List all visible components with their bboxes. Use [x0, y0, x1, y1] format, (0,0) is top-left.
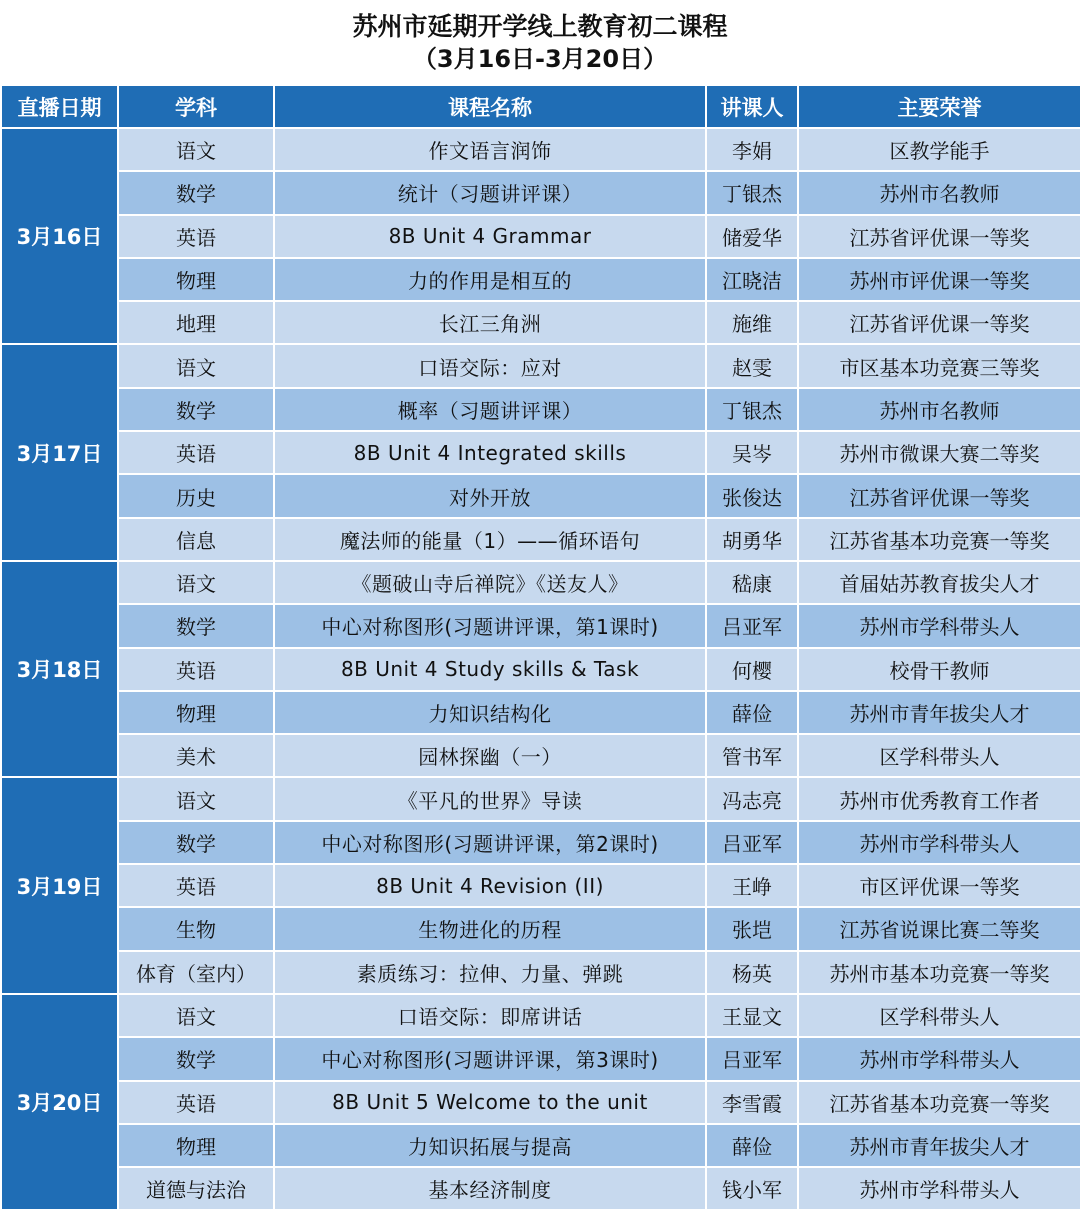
- table-row: [1, 171, 1080, 214]
- teacher-cell: 嵇康: [706, 561, 798, 604]
- table-row: [1, 734, 1080, 777]
- subject-cell: 物理: [118, 1124, 274, 1167]
- table-row: [1, 691, 1080, 734]
- course-cell: 力知识结构化: [274, 691, 706, 734]
- course-cell: 统计（习题讲评课）: [274, 171, 706, 214]
- header-teacher: 讲课人: [706, 85, 798, 128]
- subject-cell: 数学: [118, 821, 274, 864]
- course-cell: 中心对称图形(习题讲评课，第2课时): [274, 821, 706, 864]
- subject-cell: 数学: [118, 388, 274, 431]
- honor-cell: 江苏省评优课一等奖: [798, 215, 1080, 258]
- subject-cell: 英语: [118, 1081, 274, 1124]
- table-row: [1, 864, 1080, 907]
- course-cell: 长江三角洲: [274, 301, 706, 344]
- table-row: [1, 258, 1080, 301]
- honor-cell: 苏州市评优课一等奖: [798, 258, 1080, 301]
- table-row: [1, 388, 1080, 431]
- subject-cell: 数学: [118, 604, 274, 647]
- honor-cell: 苏州市优秀教育工作者: [798, 777, 1080, 820]
- subject-cell: 数学: [118, 1037, 274, 1080]
- honor-cell: 苏州市微课大赛二等奖: [798, 431, 1080, 474]
- table-row: [1, 907, 1080, 950]
- course-cell: 口语交际：即席讲话: [274, 994, 706, 1037]
- teacher-cell: 杨英: [706, 951, 798, 994]
- course-cell: 8B Unit 4 Revision (II): [274, 864, 706, 907]
- subject-cell: 英语: [118, 215, 274, 258]
- date-cell: 3月17日: [1, 344, 118, 560]
- subject-cell: 数学: [118, 171, 274, 214]
- page-subtitle: （3月16日-3月20日）: [412, 45, 668, 73]
- honor-cell: 江苏省基本功竞赛一等奖: [798, 1081, 1080, 1124]
- table-row: [1, 1037, 1080, 1080]
- date-cell: 3月20日: [1, 994, 118, 1210]
- teacher-cell: 江晓洁: [706, 258, 798, 301]
- course-cell: 魔法师的能量（1）——循环语句: [274, 518, 706, 561]
- course-cell: 素质练习：拉伸、力量、弹跳: [274, 951, 706, 994]
- course-cell: 8B Unit 5 Welcome to the unit: [274, 1081, 706, 1124]
- subject-cell: 物理: [118, 258, 274, 301]
- teacher-cell: 冯志亮: [706, 777, 798, 820]
- teacher-cell: 吴岑: [706, 431, 798, 474]
- honor-cell: 苏州市青年拔尖人才: [798, 1124, 1080, 1167]
- teacher-cell: 施维: [706, 301, 798, 344]
- teacher-cell: 王峥: [706, 864, 798, 907]
- teacher-cell: 管书军: [706, 734, 798, 777]
- date-cell: 3月18日: [1, 561, 118, 777]
- table-row: [1, 215, 1080, 258]
- teacher-cell: 丁银杰: [706, 388, 798, 431]
- honor-cell: 苏州市学科带头人: [798, 1167, 1080, 1210]
- subject-cell: 道德与法治: [118, 1167, 274, 1210]
- honor-cell: 市区评优课一等奖: [798, 864, 1080, 907]
- honor-cell: 苏州市学科带头人: [798, 1037, 1080, 1080]
- teacher-cell: 吕亚军: [706, 604, 798, 647]
- subject-cell: 英语: [118, 648, 274, 691]
- course-cell: 作文语言润饰: [274, 128, 706, 171]
- subject-cell: 语文: [118, 777, 274, 820]
- table-row: [1, 1081, 1080, 1124]
- teacher-cell: 丁银杰: [706, 171, 798, 214]
- teacher-cell: 薛俭: [706, 691, 798, 734]
- subject-cell: 语文: [118, 128, 274, 171]
- course-cell: 对外开放: [274, 474, 706, 517]
- subject-cell: 信息: [118, 518, 274, 561]
- course-cell: 《平凡的世界》导读: [274, 777, 706, 820]
- honor-cell: 苏州市学科带头人: [798, 821, 1080, 864]
- honor-cell: 校骨干教师: [798, 648, 1080, 691]
- course-cell: 中心对称图形(习题讲评课，第3课时): [274, 1037, 706, 1080]
- table-row: [1, 951, 1080, 994]
- subject-cell: 美术: [118, 734, 274, 777]
- table-row: [1, 1167, 1080, 1210]
- subject-cell: 语文: [118, 561, 274, 604]
- honor-cell: 区学科带头人: [798, 994, 1080, 1037]
- table-row: [1, 431, 1080, 474]
- teacher-cell: 钱小军: [706, 1167, 798, 1210]
- course-cell: 基本经济制度: [274, 1167, 706, 1210]
- course-cell: 《题破山寺后禅院》《送友人》: [274, 561, 706, 604]
- header-course: 课程名称: [274, 85, 706, 128]
- table-row: [1, 1124, 1080, 1167]
- course-cell: 8B Unit 4 Grammar: [274, 215, 706, 258]
- table-row: [1, 301, 1080, 344]
- honor-cell: 市区基本功竞赛三等奖: [798, 344, 1080, 387]
- page-title: 苏州市延期开学线上教育初二课程: [352, 12, 728, 41]
- page-title-block: [0, 0, 1080, 84]
- table-row: [1, 561, 1080, 604]
- date-cell: 3月19日: [1, 777, 118, 993]
- honor-cell: 江苏省评优课一等奖: [798, 474, 1080, 517]
- subject-cell: 英语: [118, 431, 274, 474]
- teacher-cell: 吕亚军: [706, 1037, 798, 1080]
- table-row: [1, 604, 1080, 647]
- teacher-cell: 张俊达: [706, 474, 798, 517]
- course-cell: 园林探幽（一）: [274, 734, 706, 777]
- subject-cell: 体育（室内）: [118, 951, 274, 994]
- teacher-cell: 赵雯: [706, 344, 798, 387]
- course-cell: 力知识拓展与提高: [274, 1124, 706, 1167]
- course-cell: 8B Unit 4 Study skills & Task: [274, 648, 706, 691]
- teacher-cell: 吕亚军: [706, 821, 798, 864]
- course-cell: 力的作用是相互的: [274, 258, 706, 301]
- table-row: [1, 344, 1080, 387]
- schedule-table: [0, 84, 1080, 1211]
- subject-cell: 生物: [118, 907, 274, 950]
- table-row: [1, 777, 1080, 820]
- table-row: [1, 994, 1080, 1037]
- honor-cell: 苏州市基本功竞赛一等奖: [798, 951, 1080, 994]
- header-honor: 主要荣誉: [798, 85, 1080, 128]
- honor-cell: 区学科带头人: [798, 734, 1080, 777]
- teacher-cell: 李雪霞: [706, 1081, 798, 1124]
- subject-cell: 物理: [118, 691, 274, 734]
- honor-cell: 苏州市学科带头人: [798, 604, 1080, 647]
- honor-cell: 苏州市青年拔尖人才: [798, 691, 1080, 734]
- course-cell: 生物进化的历程: [274, 907, 706, 950]
- table-row: [1, 128, 1080, 171]
- honor-cell: 苏州市名教师: [798, 388, 1080, 431]
- honor-cell: 江苏省评优课一等奖: [798, 301, 1080, 344]
- subject-cell: 地理: [118, 301, 274, 344]
- subject-cell: 历史: [118, 474, 274, 517]
- subject-cell: 语文: [118, 344, 274, 387]
- teacher-cell: 何樱: [706, 648, 798, 691]
- teacher-cell: 薛俭: [706, 1124, 798, 1167]
- honor-cell: 江苏省说课比赛二等奖: [798, 907, 1080, 950]
- course-cell: 中心对称图形(习题讲评课，第1课时): [274, 604, 706, 647]
- teacher-cell: 王显文: [706, 994, 798, 1037]
- teacher-cell: 胡勇华: [706, 518, 798, 561]
- date-cell: 3月16日: [1, 128, 118, 344]
- header-subject: 学科: [118, 85, 274, 128]
- honor-cell: 苏州市名教师: [798, 171, 1080, 214]
- course-cell: 口语交际：应对: [274, 344, 706, 387]
- course-cell: 概率（习题讲评课）: [274, 388, 706, 431]
- table-row: [1, 518, 1080, 561]
- header-date: 直播日期: [1, 85, 118, 128]
- table-header-row: [1, 85, 1080, 128]
- teacher-cell: 张垲: [706, 907, 798, 950]
- subject-cell: 语文: [118, 994, 274, 1037]
- course-cell: 8B Unit 4 Integrated skills: [274, 431, 706, 474]
- honor-cell: 首届姑苏教育拔尖人才: [798, 561, 1080, 604]
- honor-cell: 区教学能手: [798, 128, 1080, 171]
- teacher-cell: 储爱华: [706, 215, 798, 258]
- teacher-cell: 李娟: [706, 128, 798, 171]
- table-row: [1, 648, 1080, 691]
- honor-cell: 江苏省基本功竞赛一等奖: [798, 518, 1080, 561]
- table-row: [1, 474, 1080, 517]
- subject-cell: 英语: [118, 864, 274, 907]
- table-row: [1, 821, 1080, 864]
- table-body: [1, 128, 1080, 1210]
